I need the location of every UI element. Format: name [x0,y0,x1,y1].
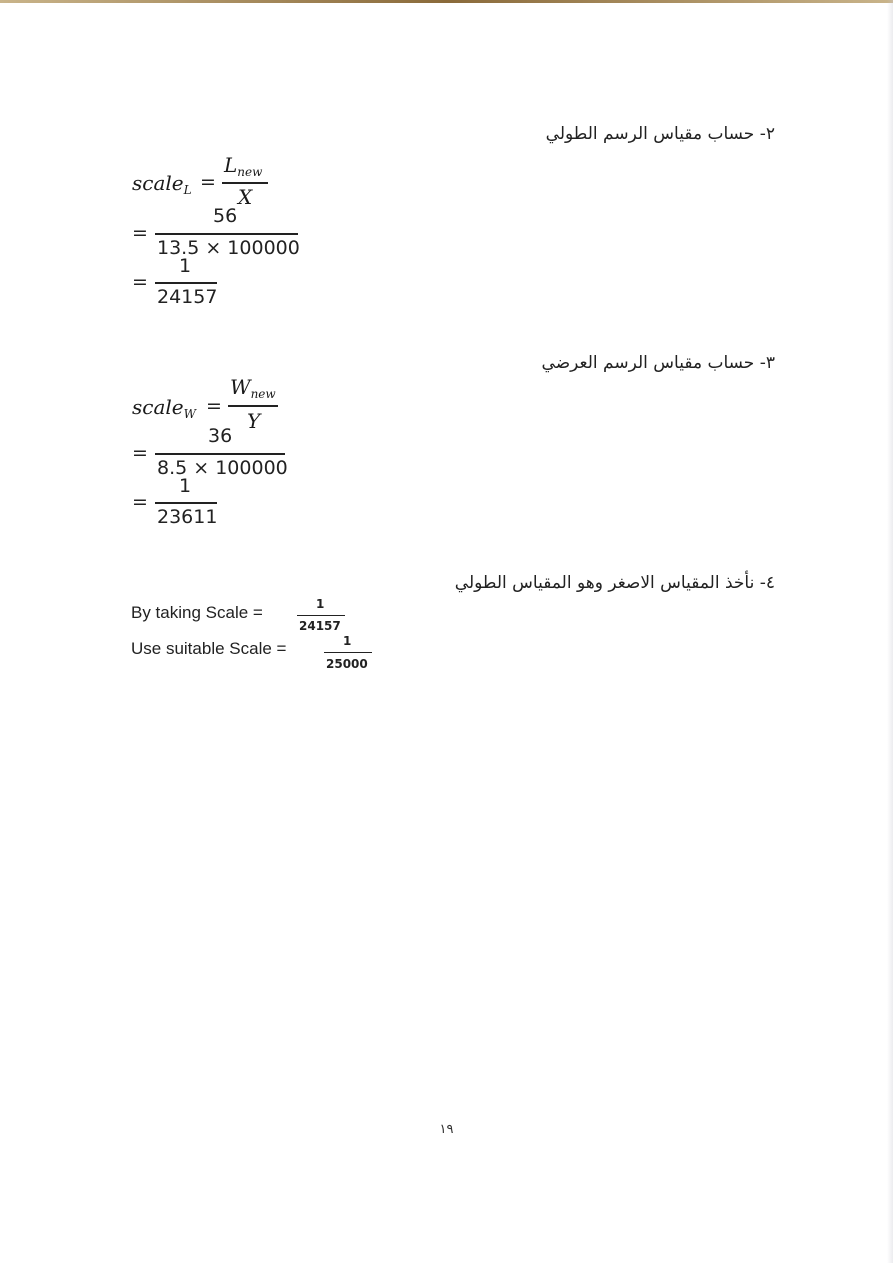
equals-sign: = [132,271,148,293]
section3-numerator: $W_{new}$ [230,375,276,401]
taking-scale-denominator: 24157 [299,619,341,633]
section3-heading: ٣- حساب مقياس الرسم العرضي [541,353,775,373]
equals-sign: = [200,171,216,193]
equals-sign: = [132,442,148,464]
section3-step2-denominator: 23611 [157,506,218,528]
section4-heading: ٤- نأخذ المقياس الاصغر وهو المقياس الطولي [454,573,775,593]
section2-numerator: $L_{new}$ [224,153,263,179]
fraction-bar [222,182,268,184]
section2-step2-numerator: 1 [179,255,192,277]
section2-lhs: scale$_L$ [132,171,192,197]
section3-denominator: Y [247,409,261,433]
section2-step1-denominator: 13.5 × 100000 [157,237,300,259]
fraction-bar [155,502,217,504]
equals-sign: = [206,395,222,417]
section2-denominator: X [238,185,253,209]
section3-step1-numerator: 36 [208,425,233,447]
page-number: ١٩ [439,1122,454,1137]
fraction-bar [155,233,298,235]
equals-sign: = [132,491,148,513]
fraction-bar [228,405,278,407]
taking-scale-label: By taking Scale = [131,603,263,622]
section2-step2-denominator: 24157 [157,286,218,308]
scan-top-border [0,0,893,3]
section2-step1-numerator: 56 [213,205,238,227]
fraction-bar [297,615,345,616]
section3-step2-numerator: 1 [179,475,192,497]
fraction-bar [324,652,372,653]
equals-sign: = [132,222,148,244]
scan-right-edge [887,0,893,1263]
suitable-scale-label: Use suitable Scale = [131,639,287,658]
section3-lhs: scale$_W$ [132,395,196,421]
fraction-bar [155,453,285,455]
section3-step1-denominator: 8.5 × 100000 [157,457,288,479]
taking-scale-numerator: 1 [316,597,325,611]
fraction-bar [155,282,217,284]
suitable-scale-numerator: 1 [343,634,352,648]
suitable-scale-denominator: 25000 [326,657,368,671]
section2-heading: ٢- حساب مقياس الرسم الطولي [545,124,775,144]
